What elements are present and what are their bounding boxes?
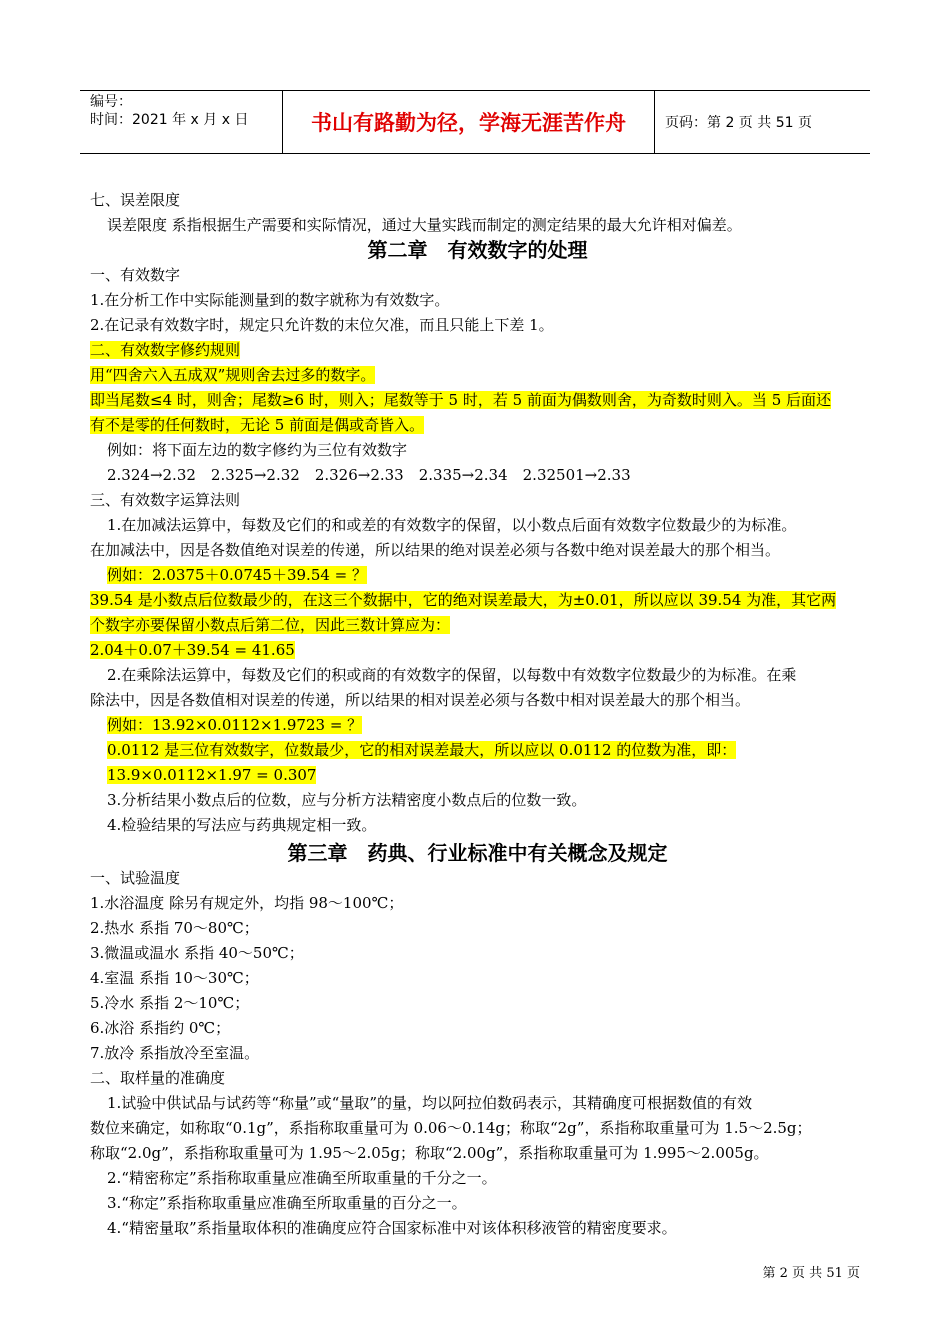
highlighted-paragraph: 0.0112 是三位有效数字，位数最少，它的相对误差最大，所以应以 0.0112 的位数为准，即：: [107, 741, 737, 759]
list-item: 4.室温 系指 10～30℃；: [90, 969, 259, 987]
header-info-cell: [80, 91, 283, 153]
page-header: [80, 90, 870, 154]
paragraph: 3.“称定”系指称取重量应准确至所取重量的百分之一。: [107, 1194, 467, 1212]
paragraph: 4.“精密量取”系指量取体积的准确度应符合国家标准中对该体积移液管的精密度要求。: [107, 1219, 677, 1237]
highlighted-example: 例如：2.0375＋0.0745＋39.54 = ？: [107, 566, 368, 584]
section-heading: 三、有效数字运算法则: [90, 491, 241, 509]
paragraph: 2.“精密称定”系指称取重量应准确至所取重量的千分之一。: [107, 1169, 497, 1187]
list-item: 2.热水 系指 70～80℃；: [90, 919, 259, 937]
list-item: 3.微温或温水 系指 40～50℃；: [90, 944, 304, 962]
section-heading: 一、有效数字: [90, 266, 181, 284]
page-footer: 第 2 页 共 51 页: [762, 1266, 860, 1281]
highlighted-paragraph: 即当尾数≤4 时，则舍；尾数≥6 时，则入；尾数等于 5 时，若 5 前面为偶数则舍，为奇数时则入。当 5 后面还: [90, 391, 832, 409]
highlighted-paragraph: 39.54 是小数点后位数最少的，在这三个数据中，它的绝对误差最大，为±0.01，所以应以 39.54 为准，其它两: [90, 591, 837, 609]
document-body: [90, 188, 865, 1241]
paragraph: 2.在乘除法运算中，每数及它们的积或商的有效数字的保留，以每数中有效数字位数最少的为标准。在乘: [107, 666, 797, 684]
example-line: 2.324→2.32 2.325→2.32 2.326→2.33 2.335→2.34 2.32501→2.33: [107, 466, 631, 484]
paragraph: 在加减法中，因是各数值绝对误差的传递，所以结果的绝对误差必须与各数中绝对误差最大的那个相当。: [90, 541, 781, 559]
highlighted-section-heading: 二、有效数字修约规则: [90, 341, 241, 359]
header-motto: 书山有路勤为径，学海无涯苦作舟: [283, 91, 655, 153]
document-time-label: 时间：2021 年 x 月 x 日: [90, 112, 249, 128]
paragraph: 数位来确定，如称取“0.1g”，系指称取重量可为 0.06～0.14g；称取“2g”，系指称取重量可为 1.5～2.5g；: [90, 1119, 812, 1137]
paragraph: 4.检验结果的写法应与药典规定相一致。: [107, 816, 377, 834]
example-line: 例如：将下面左边的数字修约为三位有效数字: [107, 441, 408, 459]
document-number-label: 编号：: [90, 94, 132, 110]
section-heading: 二、取样量的准确度: [90, 1069, 226, 1087]
paragraph: 误差限度 系指根据生产需要和实际情况，通过大量实践而制定的测定结果的最大允许相对偏差。: [107, 216, 742, 234]
list-item: 1.水浴温度 除另有规定外，均指 98～100℃；: [90, 894, 404, 912]
list-item: 7.放冷 系指放冷至室温。: [90, 1044, 260, 1062]
paragraph: 1.在加减法运算中，每数及它们的和或差的有效数字的保留，以小数点后面有效数字位数最少的为标准。: [107, 516, 797, 534]
header-page-number: 页码：第 2 页 共 51 页: [665, 115, 812, 131]
highlighted-formula: 13.9×0.0112×1.97 = 0.307: [107, 766, 317, 784]
paragraph: 1.在分析工作中实际能测量到的数字就称为有效数字。: [90, 291, 450, 309]
highlighted-paragraph: 用“四舍六入五成双”规则舍去过多的数字。: [90, 366, 376, 384]
list-item: 5.冷水 系指 2～10℃；: [90, 994, 250, 1012]
highlighted-paragraph: 有不是零的任何数时，无论 5 前面是偶或奇皆入。: [90, 416, 425, 434]
chapter-title: 第二章 有效数字的处理: [367, 238, 588, 262]
paragraph: 1.试验中供试品与试药等“称量”或“量取”的量，均以阿拉伯数码表示，其精确度可根据数值的有效: [107, 1094, 752, 1112]
paragraph: 3.分析结果小数点后的位数，应与分析方法精密度小数点后的位数一致。: [107, 791, 587, 809]
highlighted-paragraph: 个数字亦要保留小数点后第二位，因此三数计算应为：: [90, 616, 451, 634]
chapter-title: 第三章 药典、行业标准中有关概念及规定: [287, 841, 668, 865]
paragraph: 称取“2.0g”，系指称取重量可为 1.95～2.05g；称取“2.00g”，系指称取重量可为 1.995～2.005g。: [90, 1144, 769, 1162]
section-heading: 一、试验温度: [90, 869, 181, 887]
highlighted-example: 例如：13.92×0.0112×1.9723 = ？: [107, 716, 363, 734]
paragraph: 除法中，因是各数值相对误差的传递，所以结果的相对误差必须与各数中相对误差最大的那个相当。: [90, 691, 751, 709]
paragraph: 2.在记录有效数字时，规定只允许数的末位欠准，而且只能上下差 1。: [90, 316, 554, 334]
list-item: 6.冰浴 系指约 0℃；: [90, 1019, 231, 1037]
section-heading: 七、误差限度: [90, 191, 181, 209]
highlighted-formula: 2.04＋0.07＋39.54 = 41.65: [90, 641, 295, 659]
